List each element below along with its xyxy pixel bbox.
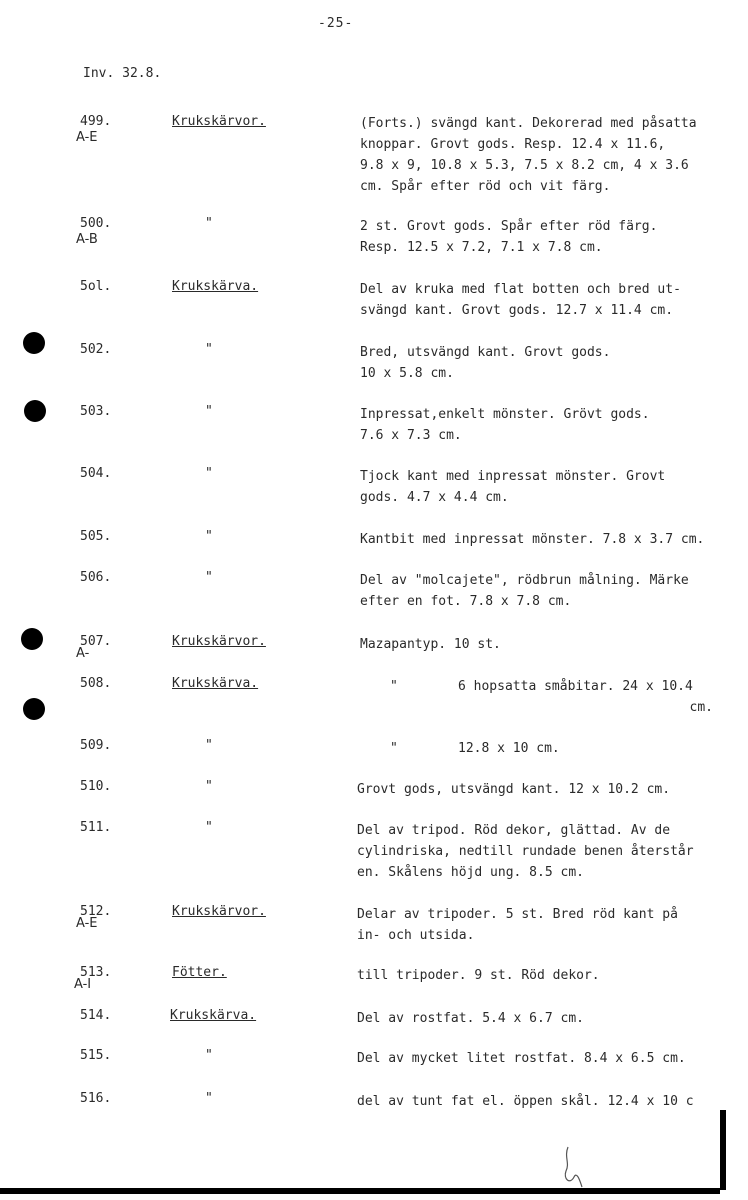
entry-subrange: A-I (74, 977, 92, 992)
entry-name: Fötter. (172, 965, 227, 980)
entry-number: 499. (80, 114, 112, 129)
entry-description-end: cm. (689, 700, 713, 715)
entry-subrange: A-E (76, 916, 98, 931)
entry-number: 514. (80, 1008, 112, 1023)
entry-name: Krukskärva. (172, 676, 259, 691)
entry-description: Bred, utsvängd kant. Grovt gods. 10 x 5.8 cm. (360, 345, 611, 381)
ink-blot-mark (23, 332, 45, 354)
ditto-mark: " (205, 466, 213, 481)
ditto-mark: " (205, 216, 213, 231)
ditto-mark: " (390, 741, 398, 756)
entry-description: 2 st. Grovt gods. Spår efter röd färg. Resp. 12.5 x 7.2, 7.1 x 7.8 cm. (360, 219, 658, 255)
entry-number: 516. (80, 1091, 112, 1106)
entry-description-main: 6 hopsatta småbitar. 24 x 10.4 (458, 679, 693, 694)
entry-number: 502. (80, 342, 112, 357)
entry-description: (Forts.) svängd kant. Dekorerad med påsatta knoppar. Grovt gods. Resp. 12.4 x 11.6, 9.8 x 9, 10.8 x 5.3, 7.5 x 8.2 cm, 4 x 3.6 cm. Spår efter röd och vit färg. (360, 116, 697, 194)
entry-number: 515. (80, 1048, 112, 1063)
ink-blot-mark (21, 628, 43, 650)
entry-number: 509. (80, 738, 112, 753)
entry-name: Krukskärva. (170, 1008, 257, 1023)
entry-number: 511. (80, 820, 112, 835)
entry-number: 5ol. (80, 279, 112, 294)
entry-description: Tjock kant med inpressat mönster. Grovt gods. 4.7 x 4.4 cm. (360, 469, 666, 505)
entry-description (458, 676, 713, 718)
ditto-mark: " (205, 529, 213, 544)
entry-number: 513. (80, 965, 112, 980)
entry-description: Mazapantyp. 10 st. (360, 637, 501, 652)
page-edge-shadow (720, 1110, 726, 1190)
entry-description: Kantbit med inpressat mönster. 7.8 x 3.7 cm. (360, 532, 705, 547)
entry-name: Krukskärvor. (172, 634, 266, 649)
entry-description: Grovt gods, utsvängd kant. 12 x 10.2 cm. (357, 782, 671, 797)
ink-blot-mark (23, 698, 45, 720)
entry-description: Del av tripod. Röd dekor, glättad. Av de cylindriska, nedtill rundade benen återstår en. Skålens höjd ung. 8.5 cm. (357, 823, 694, 880)
ditto-mark: " (205, 404, 213, 419)
entry-description-main: 12.8 x 10 cm. (458, 741, 560, 756)
entry-description (458, 738, 713, 759)
entry-number: 512. (80, 904, 112, 919)
entry-description: till tripoder. 9 st. Röd dekor. (357, 968, 600, 983)
entry-description: Del av rostfat. 5.4 x 6.7 cm. (357, 1011, 584, 1026)
inventory-header: Inv. 32.8. (83, 66, 162, 81)
entry-subrange: A- (76, 646, 90, 661)
ditto-mark: " (205, 1048, 213, 1063)
ink-blot-mark (24, 400, 46, 422)
entry-description: Del av kruka med flat botten och bred ut- svängd kant. Grovt gods. 12.7 x 11.4 cm. (360, 282, 681, 318)
ditto-mark: " (205, 570, 213, 585)
entry-number: 508. (80, 676, 112, 691)
entry-name: Krukskärvor. (172, 114, 266, 129)
entry-number: 500. (80, 216, 112, 231)
entry-description: Delar av tripoder. 5 st. Bred röd kant på in- och utsida. (357, 907, 678, 943)
entry-description: Inpressat,enkelt mönster. Grövt gods. 7.6 x 7.3 cm. (360, 407, 650, 443)
entry-number: 506. (80, 570, 112, 585)
entry-number: 503. (80, 404, 112, 419)
entry-number: 505. (80, 529, 112, 544)
handwritten-mark-icon (560, 1145, 590, 1190)
entry-description: Del av mycket litet rostfat. 8.4 x 6.5 cm. (357, 1051, 686, 1066)
entry-description: del av tunt fat el. öppen skål. 12.4 x 10 c (357, 1094, 694, 1109)
page-number: -25- (318, 16, 354, 31)
entry-number: 504. (80, 466, 112, 481)
ditto-mark: " (390, 679, 398, 694)
ditto-mark: " (205, 779, 213, 794)
ditto-mark: " (205, 738, 213, 753)
ditto-mark: " (205, 342, 213, 357)
entry-number: 510. (80, 779, 112, 794)
entry-subrange: A-E (76, 130, 98, 145)
entry-name: Krukskärvor. (172, 904, 266, 919)
ditto-mark: " (205, 820, 213, 835)
entry-description: Del av "molcajete", rödbrun målning. Märke efter en fot. 7.8 x 7.8 cm. (360, 573, 689, 609)
ditto-mark: " (205, 1091, 213, 1106)
entry-number: 507. (80, 634, 112, 649)
entry-subrange: A-B (76, 232, 98, 247)
entry-name: Krukskärva. (172, 279, 259, 294)
page-bottom-border (0, 1188, 720, 1194)
